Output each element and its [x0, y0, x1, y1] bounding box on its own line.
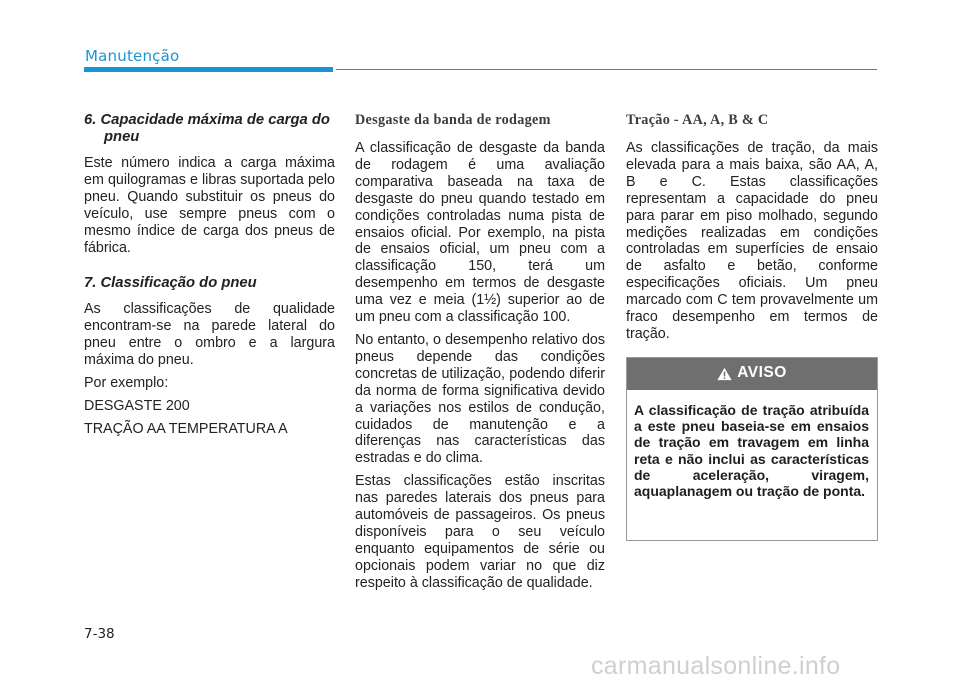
warning-title: AVISO: [737, 364, 787, 382]
watermark-logo: carmanualsonline.info: [591, 652, 841, 680]
paragraph-treadwear-2: No entanto, o desempenho relativo dos pneus depende das condições concretas de utilização, podendo diferir da norma de forma significativa devido a variações nos estilos de condução, cuidados de manutenção e a diferenças nas características das estradas e do clima.: [355, 331, 605, 467]
paragraph-tire-classification: As classificações de qualidade encontram-se na parede lateral do pneu entre o ombro e a largura máxima do pneu.: [84, 301, 335, 369]
warning-triangle-icon: [717, 367, 732, 381]
column-right: [626, 112, 878, 541]
warning-header: [627, 358, 877, 390]
paragraph-traction: As classificações de tração, da mais elevada para a mais baixa, são AA, A, B e C. Estas classificações representam a capacidade do pneu para parar em piso molhado, segundo medições realizadas em condições controladas em superfícies de ensaio de asfalto e betão, conforme especificações oficiais. Um pneu marcado com C tem provavelmente um fraco desempenho em termos de tração.: [626, 140, 878, 342]
paragraph-treadwear-1: A classificação de desgaste da banda de rodagem é uma avaliação comparativa baseada na taxa de desgaste do pneu quando testado em condições controladas numa pista de ensaios oficial. Por exemplo, na pista de ensaios oficial, um pneu com a classificação 150, terá um desempenho em termos de desgaste uma vez e meia (1½) superior ao de um pneu com a classificação 100.: [355, 140, 605, 326]
heading-load-capacity: 6. Capacidade máxima de carga do pneu: [84, 112, 330, 145]
column-middle: [355, 112, 605, 598]
section-title: Manutenção: [85, 47, 180, 65]
example-label: Por exemplo:: [84, 375, 169, 392]
warning-box: [626, 357, 878, 541]
page-number: 7-38: [84, 626, 115, 642]
example-line-treadwear: DESGASTE 200: [84, 397, 190, 414]
heading-treadwear: Desgaste da banda de rodagem: [355, 112, 551, 128]
paragraph-load-capacity: Este número indica a carga máxima em quilogramas e libras suportada pelo pneu. Quando substituir os pneus do veículo, use sempre pneus com o mesmo índice de carga dos pneus de fábrica.: [84, 155, 335, 256]
header-rule-thin: [336, 69, 877, 70]
example-line-traction: TRAÇÃO AA TEMPERATURA A: [84, 420, 288, 437]
paragraph-treadwear-3: Estas classificações estão inscritas nas paredes laterais dos pneus para automóveis de passageiros. Os pneus disponíveis para o seu veículo enquanto equipamentos de série ou opcionais podem variar no que diz respeito à classificação de qualidade.: [355, 473, 605, 591]
column-left: [84, 112, 335, 444]
header-rule-thick: [84, 67, 333, 72]
heading-tire-classification: 7. Classificação do pneu: [84, 275, 257, 292]
heading-traction: Tração - AA, A, B & C: [626, 112, 769, 128]
warning-text: A classificação de tração atribuída a este pneu baseia-se em ensaios de tração em travagem em linha reta e não inclui as características de aceleração, viragem, aquaplanagem ou tração de ponta.: [634, 401, 869, 500]
